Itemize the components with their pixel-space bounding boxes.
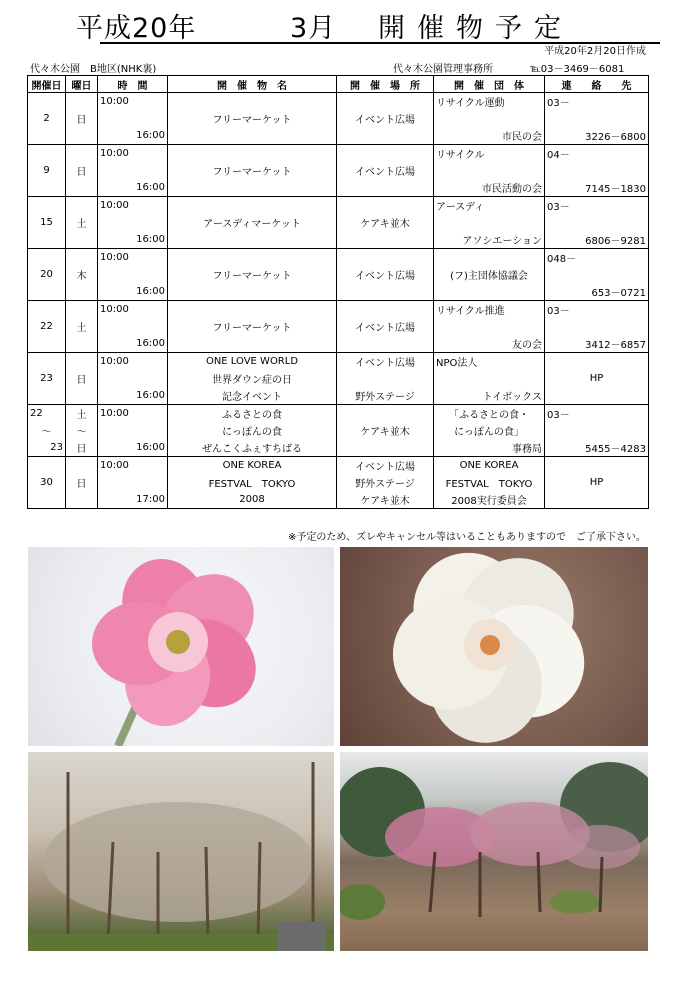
cell-organizer xyxy=(434,162,545,179)
cell-organizer: 市民の会 xyxy=(434,127,545,145)
cell-venue: イベント広場 xyxy=(337,353,434,371)
col-header-organizer: 開 催 団 体 xyxy=(434,76,545,93)
cell-date xyxy=(28,145,66,163)
cell-date xyxy=(28,179,66,197)
cell-weekday xyxy=(66,283,98,301)
cell-contact xyxy=(545,387,649,405)
cell-time xyxy=(98,370,168,387)
cell-time xyxy=(98,110,168,127)
table-row xyxy=(28,266,649,283)
cell-weekday xyxy=(66,197,98,215)
cell-weekday: 日 xyxy=(66,439,98,457)
cell-venue xyxy=(337,301,434,319)
park-name: 代々木公園 B地区(NHK裏) xyxy=(30,64,157,75)
cell-weekday: 木 xyxy=(66,266,98,283)
cell-contact: 5455－4283 xyxy=(545,439,649,457)
cell-date: 22 xyxy=(28,405,66,423)
cell-weekday xyxy=(66,387,98,405)
cell-time xyxy=(98,214,168,231)
cell-date xyxy=(28,231,66,249)
cell-venue xyxy=(337,405,434,423)
table-row xyxy=(28,474,649,491)
cell-weekday: 日 xyxy=(66,110,98,127)
cell-weekday xyxy=(66,231,98,249)
cell-organizer: 「ふるさとの食・ xyxy=(434,405,545,423)
table-row xyxy=(28,370,649,387)
cell-venue: イベント広場 xyxy=(337,110,434,127)
cell-contact: 3412－6857 xyxy=(545,335,649,353)
cell-time: 16:00 xyxy=(98,387,168,405)
cell-date xyxy=(28,387,66,405)
cell-time: 16:00 xyxy=(98,179,168,197)
col-header-event: 開 催 物 名 xyxy=(168,76,337,93)
cell-contact: HP xyxy=(545,474,649,491)
cell-date: 30 xyxy=(28,474,66,491)
cell-event: フリーマーケット xyxy=(168,162,337,179)
cell-organizer: FESTVAL TOKYO xyxy=(434,474,545,491)
col-header-time: 時 間 xyxy=(98,76,168,93)
cell-date: 23 xyxy=(28,439,66,457)
cell-organizer xyxy=(434,370,545,387)
cell-organizer xyxy=(434,283,545,301)
table-row xyxy=(28,457,649,475)
cell-organizer: トイボックス xyxy=(434,387,545,405)
cell-time: 16:00 xyxy=(98,439,168,457)
cell-contact xyxy=(545,162,649,179)
cell-event xyxy=(168,231,337,249)
cell-time: 10:00 xyxy=(98,405,168,423)
table-row xyxy=(28,387,649,405)
cell-venue xyxy=(337,179,434,197)
cell-event xyxy=(168,127,337,145)
cell-weekday: 日 xyxy=(66,162,98,179)
table-row xyxy=(28,231,649,249)
table-header-row xyxy=(28,76,649,93)
cell-weekday: ～ xyxy=(66,422,98,439)
table-row xyxy=(28,93,649,111)
cell-event: 世界ダウン症の日 xyxy=(168,370,337,387)
cell-time xyxy=(98,318,168,335)
table-row xyxy=(28,162,649,179)
title-month: 3月 xyxy=(290,13,337,44)
cell-date xyxy=(28,249,66,267)
cell-weekday xyxy=(66,93,98,111)
cell-venue xyxy=(337,249,434,267)
cell-organizer: にっぽんの食」 xyxy=(434,422,545,439)
cell-weekday xyxy=(66,127,98,145)
cell-event: 記念イベント xyxy=(168,387,337,405)
cell-date: 15 xyxy=(28,214,66,231)
cell-date: 23 xyxy=(28,370,66,387)
cell-event: フリーマーケット xyxy=(168,318,337,335)
cell-organizer: リサイクル推進 xyxy=(434,301,545,319)
cell-contact: 03－ xyxy=(545,197,649,215)
page-title xyxy=(28,6,648,44)
table-row xyxy=(28,127,649,145)
cell-weekday xyxy=(66,301,98,319)
title-label: 開催物予定 xyxy=(378,13,573,44)
cell-contact: 048－ xyxy=(545,249,649,267)
cell-date: 2 xyxy=(28,110,66,127)
cell-date xyxy=(28,283,66,301)
table-row xyxy=(28,145,649,163)
cell-organizer: リサイクル xyxy=(434,145,545,163)
cell-weekday: 日 xyxy=(66,370,98,387)
cell-time: 10:00 xyxy=(98,93,168,111)
cell-time: 16:00 xyxy=(98,335,168,353)
cell-organizer: 2008実行委員会 xyxy=(434,491,545,509)
cell-contact xyxy=(545,266,649,283)
title-era-year: 平成20年 xyxy=(76,13,197,44)
cell-venue xyxy=(337,370,434,387)
cell-time: 10:00 xyxy=(98,197,168,215)
table-row xyxy=(28,283,649,301)
event-rows xyxy=(28,93,649,509)
cell-venue xyxy=(337,127,434,145)
table-row xyxy=(28,353,649,371)
photo-plum-grove xyxy=(340,752,648,951)
cell-venue xyxy=(337,145,434,163)
cell-contact xyxy=(545,110,649,127)
cell-venue: ケアキ並木 xyxy=(337,214,434,231)
cell-time: 16:00 xyxy=(98,127,168,145)
col-header-contact: 連 絡 先 xyxy=(545,76,649,93)
cell-weekday xyxy=(66,249,98,267)
cell-event: にっぽんの食 xyxy=(168,422,337,439)
disclaimer-note: ※予定のため、ズレやキャンセル等はいることもありますので ご了承下さい。 xyxy=(288,532,646,543)
cell-weekday: 土 xyxy=(66,318,98,335)
photo-pink-plum-blossom xyxy=(28,547,334,746)
cell-date xyxy=(28,335,66,353)
cell-organizer: (フ)主団体協議会 xyxy=(434,266,545,283)
cell-venue: イベント広場 xyxy=(337,162,434,179)
office-name: 代々木公園管理事務所 xyxy=(393,64,493,75)
table-row xyxy=(28,179,649,197)
cell-time: 16:00 xyxy=(98,231,168,249)
photo-bare-plum-trees xyxy=(28,752,334,951)
col-header-venue: 開 催 場 所 xyxy=(337,76,434,93)
cell-event: アースディマーケット xyxy=(168,214,337,231)
table-row xyxy=(28,491,649,509)
cell-event: ぜんこくふぇすちばる xyxy=(168,439,337,457)
cell-organizer: NPO法人 xyxy=(434,353,545,371)
cell-venue: イベント広場 xyxy=(337,318,434,335)
table-row xyxy=(28,335,649,353)
cell-venue: イベント広場 xyxy=(337,266,434,283)
cell-venue: イベント広場 xyxy=(337,457,434,475)
col-header-date: 開催日 xyxy=(28,76,66,93)
cell-date: 22 xyxy=(28,318,66,335)
created-date: 平成20年2月20日作成 xyxy=(544,46,646,57)
cell-venue xyxy=(337,335,434,353)
cell-event: ふるさとの食 xyxy=(168,405,337,423)
cell-organizer: アソシエーション xyxy=(434,231,545,249)
cell-time: 10:00 xyxy=(98,301,168,319)
cell-weekday xyxy=(66,179,98,197)
table-row xyxy=(28,405,649,423)
cell-venue: 野外ステージ xyxy=(337,387,434,405)
cell-time: 10:00 xyxy=(98,353,168,371)
cell-organizer: 市民活動の会 xyxy=(434,179,545,197)
cell-contact: 03－ xyxy=(545,405,649,423)
cell-time: 10:00 xyxy=(98,249,168,267)
cell-event: 2008 xyxy=(168,491,337,509)
cell-event xyxy=(168,335,337,353)
cell-time xyxy=(98,474,168,491)
table-row xyxy=(28,439,649,457)
cell-contact xyxy=(545,457,649,475)
cell-organizer: アースディ xyxy=(434,197,545,215)
cell-time xyxy=(98,162,168,179)
cell-organizer: リサイクル運動 xyxy=(434,93,545,111)
table-row xyxy=(28,422,649,439)
cell-organizer: ONE KOREA xyxy=(434,457,545,475)
cell-contact: 653－0721 xyxy=(545,283,649,301)
cell-contact: 04－ xyxy=(545,145,649,163)
cell-contact: 03－ xyxy=(545,301,649,319)
cell-event xyxy=(168,93,337,111)
cell-time: 10:00 xyxy=(98,457,168,475)
cell-event xyxy=(168,301,337,319)
cell-weekday xyxy=(66,491,98,509)
cell-time: 17:00 xyxy=(98,491,168,509)
cell-contact xyxy=(545,318,649,335)
cell-organizer xyxy=(434,214,545,231)
cell-date: ～ xyxy=(28,422,66,439)
cell-contact: 6806－9281 xyxy=(545,231,649,249)
cell-time: 10:00 xyxy=(98,145,168,163)
col-header-weekday: 曜日 xyxy=(66,76,98,93)
cell-weekday: 日 xyxy=(66,474,98,491)
table-row xyxy=(28,301,649,319)
cell-event: ONE LOVE WORLD xyxy=(168,353,337,371)
cell-venue: ケアキ並木 xyxy=(337,422,434,439)
cell-event xyxy=(168,197,337,215)
cell-date xyxy=(28,353,66,371)
cell-organizer xyxy=(434,110,545,127)
table-row xyxy=(28,197,649,215)
cell-event xyxy=(168,179,337,197)
cell-venue xyxy=(337,231,434,249)
photo-white-plum-blossom xyxy=(340,547,648,746)
cell-contact xyxy=(545,491,649,509)
cell-weekday xyxy=(66,145,98,163)
cell-event xyxy=(168,283,337,301)
cell-date: 20 xyxy=(28,266,66,283)
cell-time: 16:00 xyxy=(98,283,168,301)
table-row xyxy=(28,214,649,231)
cell-event: フリーマーケット xyxy=(168,266,337,283)
cell-date xyxy=(28,301,66,319)
cell-date xyxy=(28,127,66,145)
cell-date xyxy=(28,197,66,215)
office-tel: ℡03－3469－6081 xyxy=(530,64,625,75)
cell-event: フリーマーケット xyxy=(168,110,337,127)
cell-date: 9 xyxy=(28,162,66,179)
cell-venue xyxy=(337,197,434,215)
cell-date xyxy=(28,93,66,111)
cell-venue: ケアキ並木 xyxy=(337,491,434,509)
cell-organizer: 友の会 xyxy=(434,335,545,353)
cell-weekday: 土 xyxy=(66,405,98,423)
cell-event xyxy=(168,145,337,163)
cell-contact: 3226－6800 xyxy=(545,127,649,145)
event-schedule-table xyxy=(27,75,649,509)
cell-venue xyxy=(337,283,434,301)
cell-organizer xyxy=(434,318,545,335)
cell-contact xyxy=(545,214,649,231)
table-row xyxy=(28,110,649,127)
cell-organizer xyxy=(434,249,545,267)
cell-venue: 野外ステージ xyxy=(337,474,434,491)
cell-weekday xyxy=(66,457,98,475)
cell-weekday: 土 xyxy=(66,214,98,231)
table-row xyxy=(28,249,649,267)
cell-date xyxy=(28,491,66,509)
cell-contact: 7145－1830 xyxy=(545,179,649,197)
cell-venue xyxy=(337,439,434,457)
cell-weekday xyxy=(66,353,98,371)
cell-weekday xyxy=(66,335,98,353)
cell-event: ONE KOREA xyxy=(168,457,337,475)
cell-organizer: 事務局 xyxy=(434,439,545,457)
cell-time xyxy=(98,266,168,283)
cell-event: FESTVAL TOKYO xyxy=(168,474,337,491)
cell-time xyxy=(98,422,168,439)
cell-contact xyxy=(545,353,649,371)
cell-date xyxy=(28,457,66,475)
table-row xyxy=(28,318,649,335)
cell-contact xyxy=(545,422,649,439)
cell-contact: HP xyxy=(545,370,649,387)
cell-event xyxy=(168,249,337,267)
cell-venue xyxy=(337,93,434,111)
cell-contact: 03－ xyxy=(545,93,649,111)
